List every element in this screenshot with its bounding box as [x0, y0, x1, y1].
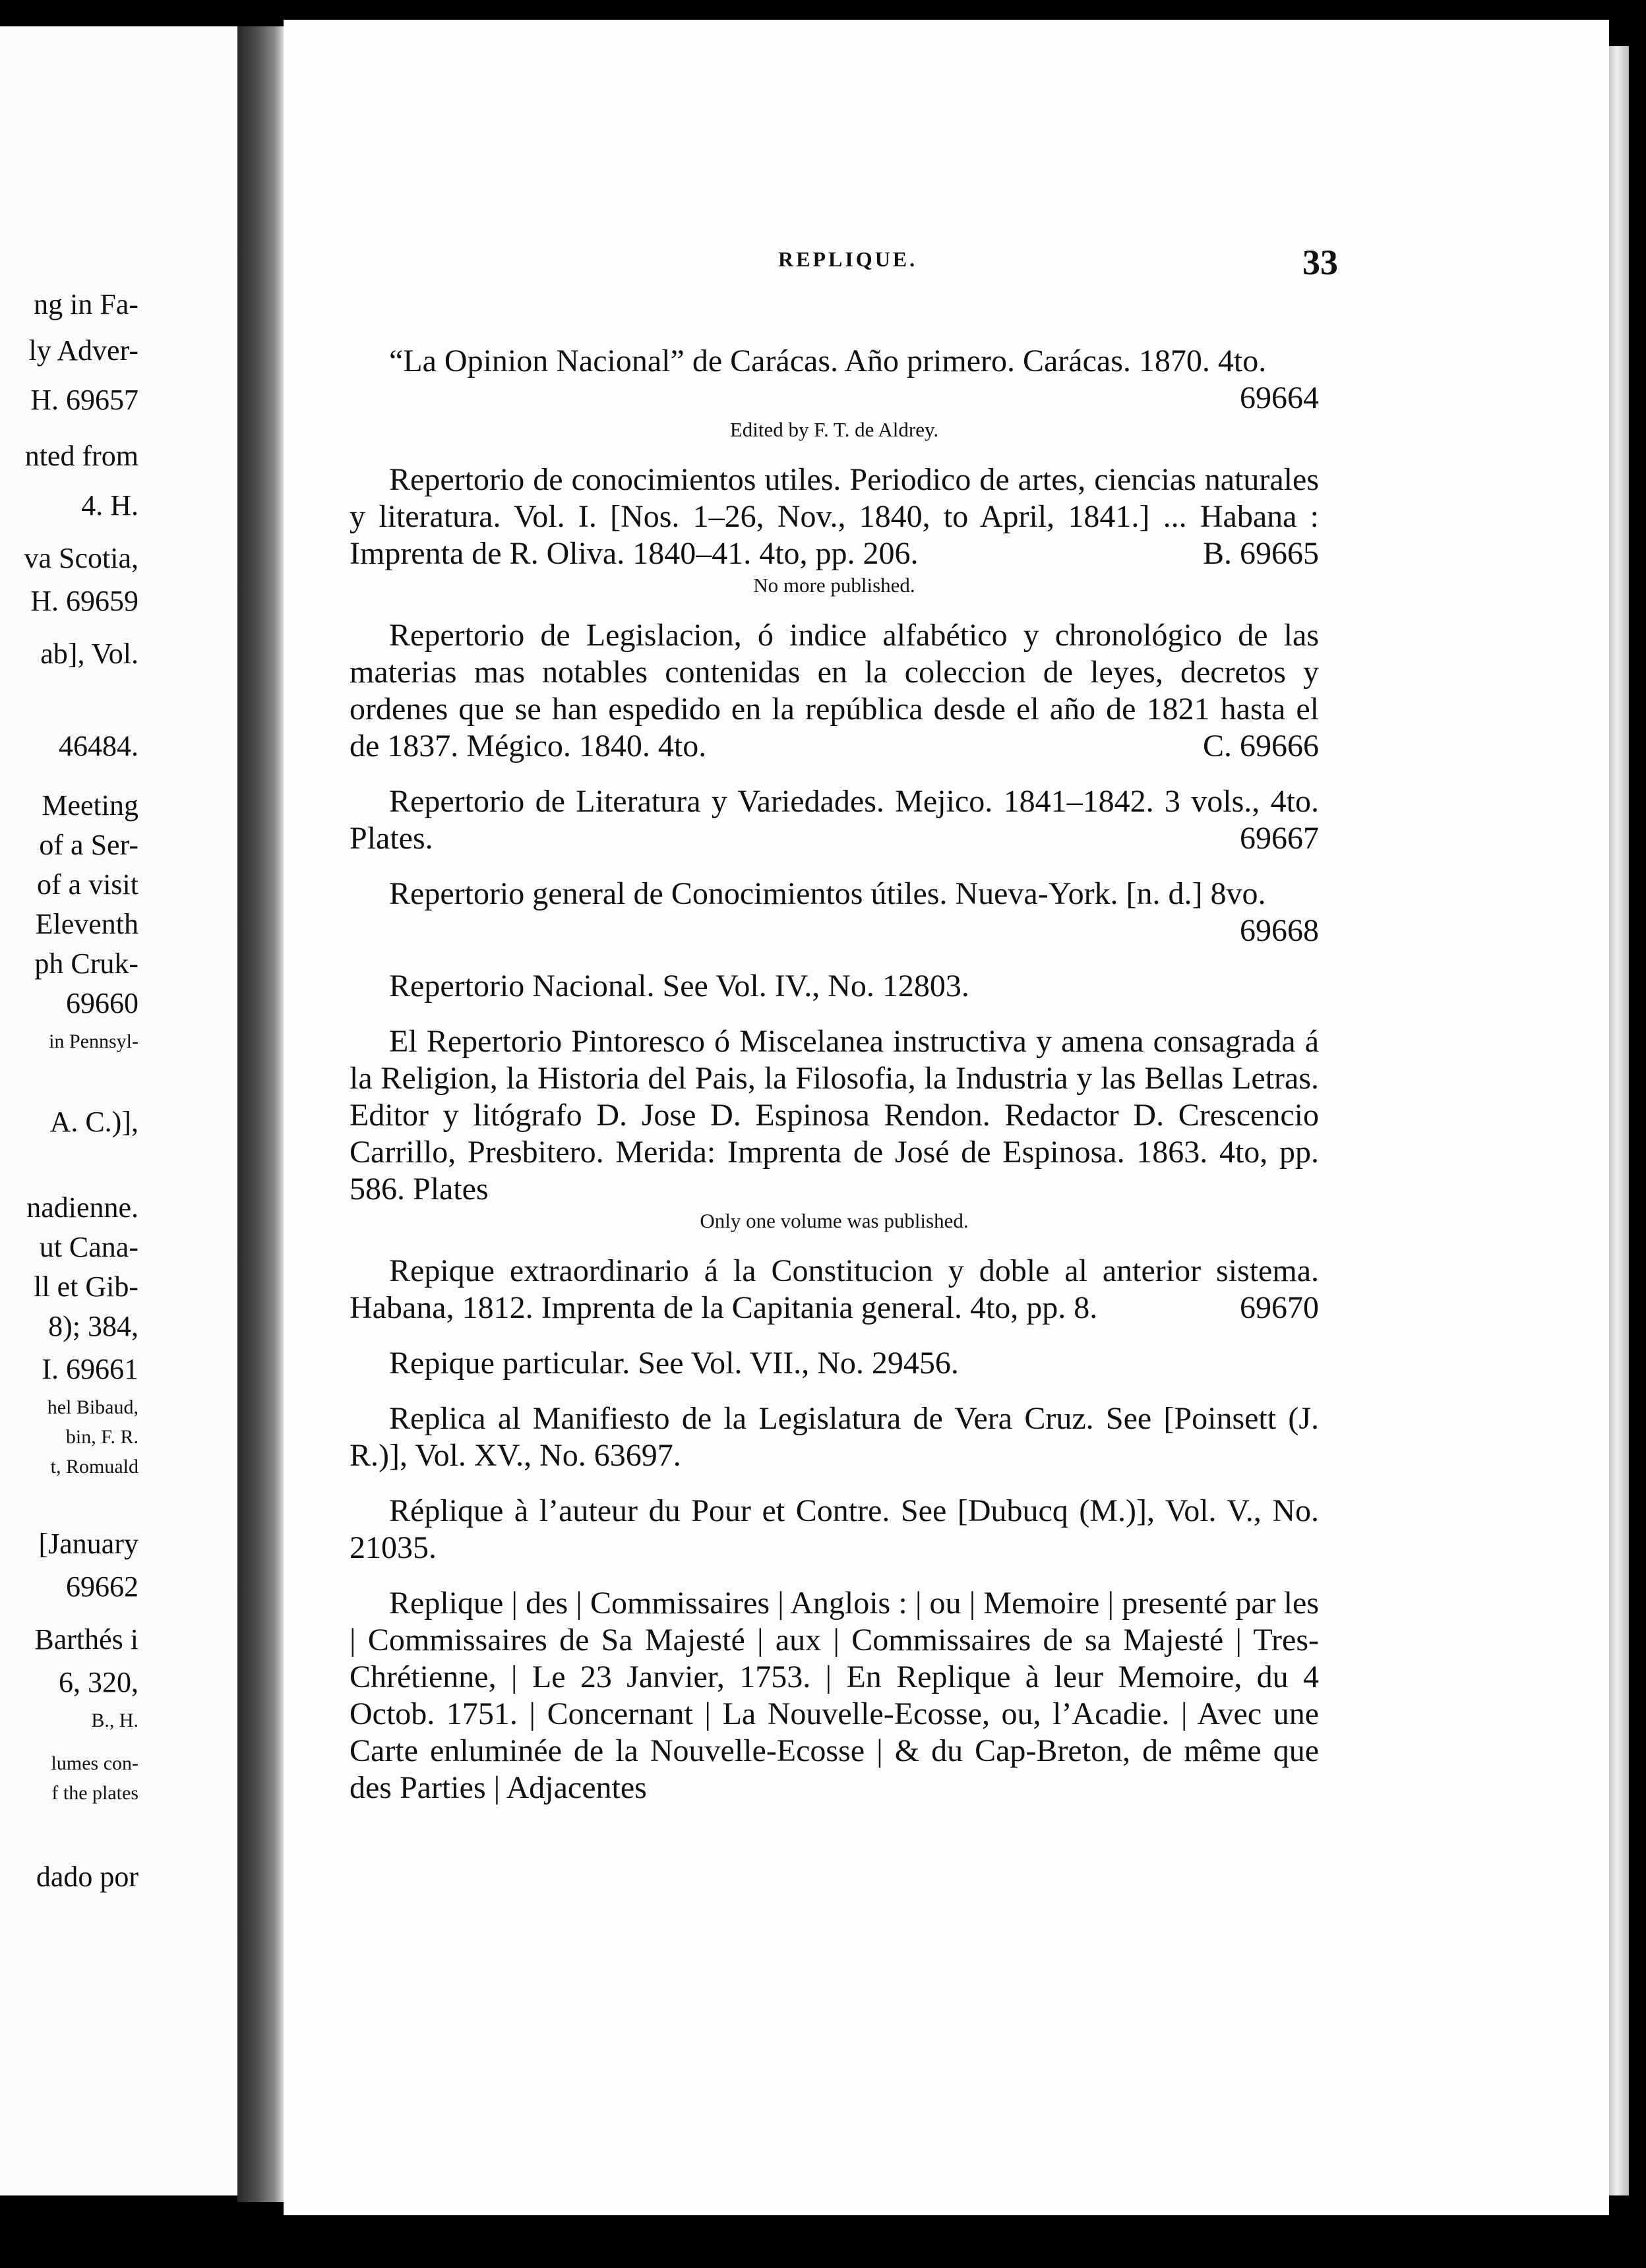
entry-text: Repertorio de Literatura y Variedades. Mejico. 1841–1842. 3 vols., 4to. Plates. — [350, 784, 1319, 856]
left-page-line: va Scotia, — [24, 542, 138, 574]
left-page-line: 6, 320, — [59, 1666, 138, 1698]
left-page-line: ng in Fa- — [34, 288, 138, 320]
page-edge — [1609, 46, 1629, 2195]
entry-text: Repique particular. See Vol. VII., No. 29456. — [389, 1346, 959, 1381]
catalog-entry — [350, 1585, 1319, 1806]
entry-number: 69664 — [1240, 380, 1319, 415]
entry-text: “La Opinion Nacional” de Carácas. Año primero. Carácas. 1870. 4to. — [389, 343, 1267, 378]
left-page-text — [0, 26, 237, 2195]
catalog-entry — [350, 1253, 1319, 1327]
catalog-entry — [350, 1023, 1319, 1234]
entry-text: Repertorio general de Conocimientos útiles. Nueva-York. [n. d.] 8vo. — [389, 876, 1266, 911]
right-page — [284, 20, 1609, 2215]
left-page-line: 69660 — [66, 987, 138, 1019]
left-page-line: Eleventh — [35, 908, 138, 940]
left-page-line: H. 69657 — [30, 384, 138, 416]
catalog-entry — [350, 1400, 1319, 1474]
entry-note: Edited by F. T. de Aldrey. — [729, 418, 939, 441]
left-page-line: A. C.)], — [49, 1106, 138, 1138]
entry-note: Only one volume was published. — [700, 1209, 969, 1232]
entry-number: C. 69666 — [1202, 729, 1319, 763]
left-page-line: ll et Gib- — [34, 1270, 138, 1303]
left-page-line: in Pennsyl- — [49, 1030, 138, 1052]
left-page-line: 46484. — [59, 730, 138, 762]
left-page-fragment — [0, 26, 237, 2195]
entry-text: El Repertorio Pintoresco ó Miscelanea instructiva y amena consagrada á la Religion, la Historia del Pais, la Filosofia, la Industria y las Bellas Letras. Editor y litógrafo D. Jose D. Espinosa Rendon. Redactor D. Crescencio Carrillo, Presbitero. Merida: Imprenta de José de Espinosa. 1863. 4to, pp. 586. Plates — [350, 1024, 1319, 1207]
entry-text: Replique | des | Commissaires | Anglois : | ou | Memoire | presenté par les | Commissaires de Sa Majesté | aux | Commissaires de sa Majesté | Tres-Chrétienne, | Le 23 Janvier, 1753. | En Replique à leur Memoire, du 4 Octob. 1751. | Concernant | La Nouvelle-Ecosse, ou, l’Acadie. | Avec une Carte enluminée de la Nouvelle-Ecosse | & du Cap-Breton, de même que des Parties | Adjacentes — [350, 1586, 1319, 1805]
entry-text: Repertorio de conocimientos utiles. Periodico de artes, ciencias naturales y literatura. Vol. I. [Nos. 1–26, Nov., 1840, to April, 1841.] ... Habana : Imprenta de R. Oliva. 1840–41. 4to, pp. 206. — [350, 462, 1319, 571]
catalog-entry — [350, 617, 1319, 765]
bibliography-entries — [350, 343, 1319, 1825]
running-head: REPLIQUE. — [778, 247, 918, 271]
left-page-line: dado por — [36, 1861, 138, 1893]
left-page-line: B., H. — [91, 1710, 138, 1731]
left-page-line: ph Cruk- — [34, 947, 138, 980]
entry-number: B. 69665 — [1202, 536, 1319, 571]
catalog-entry — [350, 968, 1319, 1005]
left-page-line: Barthés i — [34, 1623, 138, 1656]
left-page-line: H. 69659 — [30, 585, 138, 617]
catalog-entry — [350, 343, 1319, 443]
left-page-line: lumes con- — [51, 1752, 138, 1774]
entry-number: 69667 — [1240, 821, 1319, 856]
entry-note: No more published. — [753, 574, 915, 597]
left-page-line: bin, F. R. — [65, 1426, 138, 1448]
left-page-line: f the plates — [51, 1782, 138, 1804]
left-page-line: I. 69661 — [42, 1353, 138, 1385]
catalog-entry — [350, 876, 1319, 949]
left-page-line: of a Ser- — [39, 829, 138, 861]
left-page-line: nted from — [24, 440, 138, 472]
left-page-line: ut Cana- — [39, 1231, 138, 1263]
entry-text: Repique extraordinario á la Constitucion y doble al anterior sistema. Habana, 1812. Imprenta de la Capitania general. 4to, pp. 8. — [350, 1253, 1319, 1325]
left-page-line: nadienne. — [26, 1191, 138, 1224]
entry-text: Replica al Manifiesto de la Legislatura de Vera Cruz. See [Poinsett (J. R.)], Vol. XV., No. 63697. — [350, 1401, 1319, 1473]
entry-text: Repertorio Nacional. See Vol. IV., No. 12803. — [389, 969, 969, 1003]
catalog-entry — [350, 462, 1319, 599]
left-page-line: ly Adver- — [28, 334, 138, 367]
entry-text: Réplique à l’auteur du Pour et Contre. See [Dubucq (M.)], Vol. V., No. 21035. — [350, 1493, 1319, 1565]
left-page-line: ab], Vol. — [40, 638, 138, 670]
left-page-line: 8); 384, — [48, 1310, 138, 1342]
page-number: 33 — [1302, 243, 1338, 282]
left-page-line: t, Romuald — [50, 1456, 138, 1477]
entry-text: Repertorio de Legislacion, ó indice alfabético y chronológico de las materias mas notables contenidas en la coleccion de leyes, decretos y ordenes que se han espedido en la república desde el año de 1821 hasta el de 1837. Mégico. 1840. 4to. — [350, 618, 1319, 763]
left-page-line: 69662 — [66, 1570, 138, 1603]
book-spine — [237, 26, 284, 2202]
left-page-line: hel Bibaud, — [47, 1396, 138, 1418]
catalog-entry — [350, 783, 1319, 857]
entry-number: 69668 — [1240, 913, 1319, 948]
left-page-line: [January — [38, 1528, 138, 1560]
left-page-line: Meeting — [42, 789, 138, 821]
catalog-entry — [350, 1493, 1319, 1567]
left-page-line: 4. H. — [81, 489, 138, 522]
catalog-entry — [350, 1345, 1319, 1382]
entry-number: 69670 — [1240, 1290, 1319, 1325]
left-page-line: of a visit — [37, 868, 138, 901]
